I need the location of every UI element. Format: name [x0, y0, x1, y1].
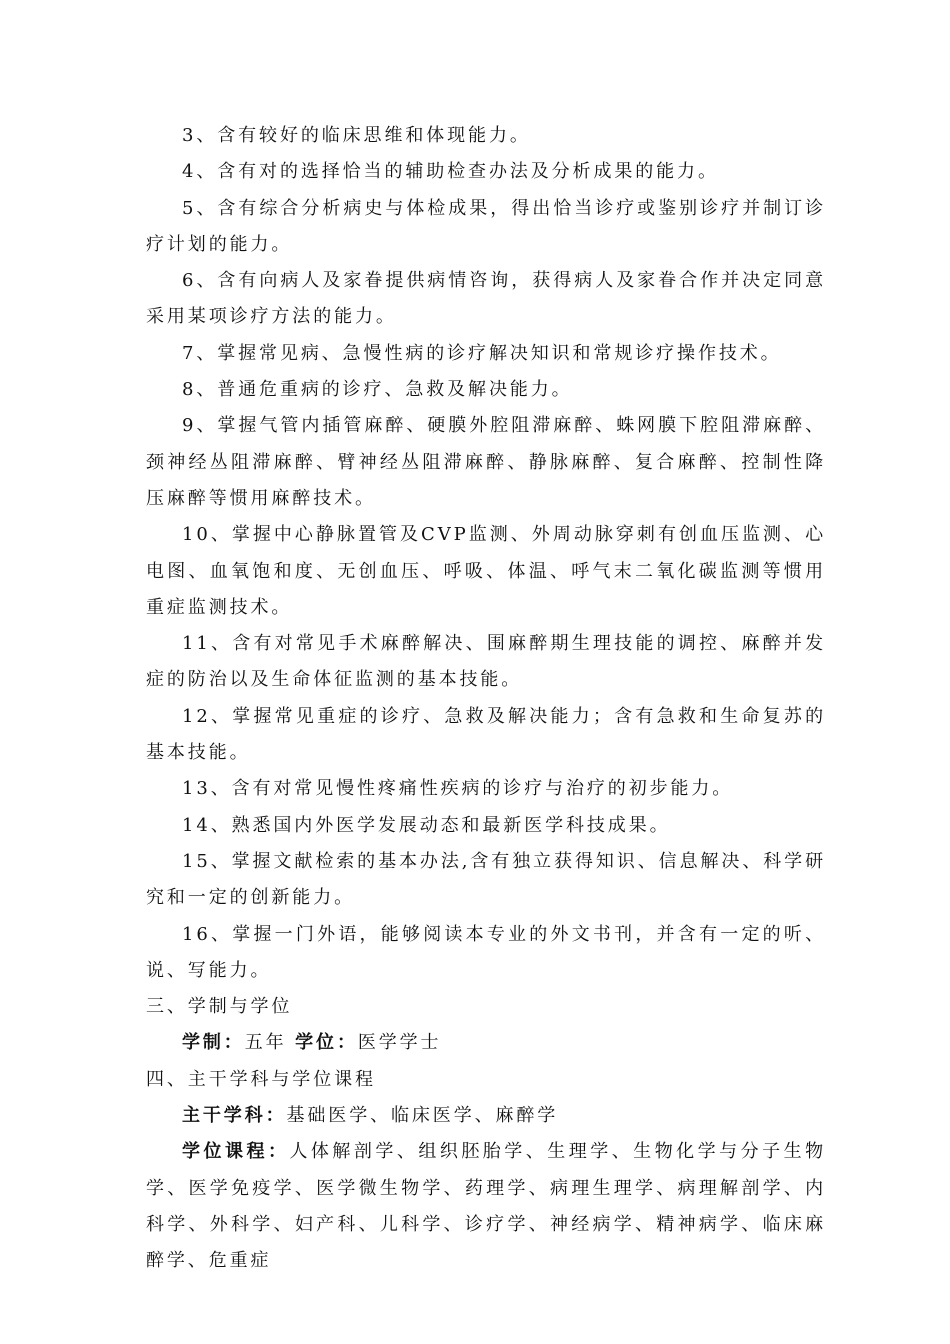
main-disciplines-label: 主干学科： — [182, 1105, 287, 1127]
degree-value: 医学学士 — [357, 1032, 442, 1054]
ability-item-12: 12、掌握常见重症的诊疗、急救及解决能力；含有急救和生命复苏的基本技能。 — [146, 705, 826, 764]
ability-item-14: 14、熟悉国内外医学发展动态和最新医学科技成果。 — [182, 814, 671, 836]
ability-item-16: 16、掌握一门外语，能够阅读本专业的外文书刊，并含有一定的听、说、写能力。 — [146, 923, 826, 981]
main-disciplines-value: 基础医学、临床医学、麻醉学 — [286, 1105, 559, 1127]
section-heading-disciplines-courses: 四、主干学科与学位课程 — [146, 1068, 376, 1090]
ability-item-9: 9、掌握气管内插管麻醉、硬膜外腔阻滞麻醉、蛛网膜下腔阻滞麻醉、颈神经丛阻滞麻醉、臂神经丛阻滞麻醉、静脉麻醉、复合麻醉、控制性降压麻醉等惯用麻醉技术。 — [146, 415, 826, 509]
degree-courses-value: 人体解剖学、组织胚胎学、生理学、生物化学与分子生物学、医学免疫学、医学微生物学、药理学、病理生理学、病理解剖学、内科学、外科学、妇产科、儿科学、诊疗学、神经病学、精神病学、临床麻醉学、危重症 — [146, 1141, 827, 1272]
ability-item-11: 11、含有对常见手术麻醉解决、围麻醉期生理技能的调控、麻醉并发症的防治以及生命体征监测的基本技能。 — [146, 633, 826, 691]
ability-item-4: 4、含有对的选择恰当的辅助检查办法及分析成果的能力。 — [182, 161, 719, 183]
duration-label: 学制： — [182, 1032, 245, 1054]
section-heading-duration-degree: 三、学制与学位 — [146, 996, 293, 1018]
ability-item-8: 8、普通危重病的诊疗、急救及解决能力。 — [182, 379, 573, 401]
document-body — [146, 118, 826, 1280]
duration-value: 五年 — [244, 1032, 287, 1054]
ability-item-15: 15、掌握文献检索的基本办法,含有独立获得知识、信息解决、科学研究和一定的创新能力。 — [146, 850, 826, 909]
degree-courses-paragraph — [146, 1134, 826, 1279]
main-disciplines-line — [146, 1098, 826, 1134]
degree-courses-label: 学位课程： — [182, 1141, 290, 1163]
ability-item-3: 3、含有较好的临床思维和体现能力。 — [182, 125, 531, 146]
degree-label: 学位： — [295, 1032, 358, 1054]
ability-item-6: 6、含有向病人及家眷提供病情咨询，获得病人及家眷合作并决定同意采用某项诊疗方法的能力。 — [146, 270, 826, 328]
ability-item-10: 10、掌握中心静脉置管及CVP监测、外周动脉穿刺有创血压监测、心电图、血氧饱和度、无创血压、呼吸、体温、呼气末二氧化碳监测等惯用重症监测技术。 — [146, 524, 826, 618]
ability-item-7: 7、掌握常见病、急慢性病的诊疗解决知识和常规诊疗操作技术。 — [182, 342, 782, 364]
duration-degree-line — [146, 1025, 826, 1061]
ability-item-13: 13、含有对常见慢性疼痛性疾病的诊疗与治疗的初步能力。 — [182, 778, 734, 800]
ability-item-5: 5、含有综合分析病史与体检成果，得出恰当诊疗或鉴别诊疗并制订诊疗计划的能力。 — [146, 197, 826, 255]
